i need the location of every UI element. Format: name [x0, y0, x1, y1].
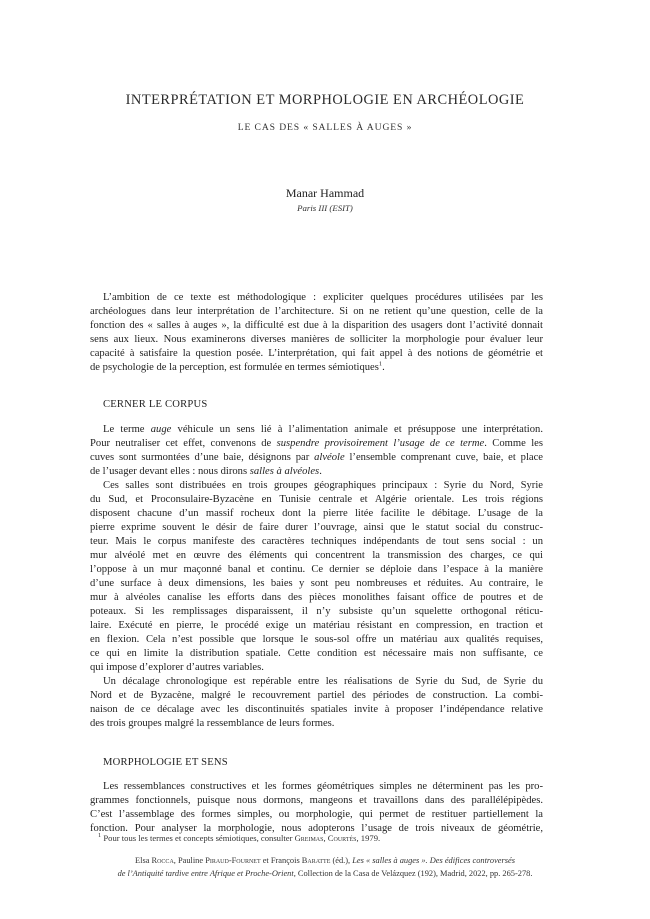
intro-line: archéologues dans leur interprétation de l’architecture. Si on ne retient qu’une question, celle de la [90, 306, 543, 317]
body-line: grammes fonctionnels, puisque nous dormons, mangeons et travaillons dans des parallélépipèdes. [90, 795, 543, 806]
publication-reference: de l’Antiquité tardive entre Afrique et Proche-Orient, Collection de la Casa de Velázquez (192), Madrid, 2022, pp. 265-278. [117, 869, 533, 878]
body-line: Pour neutraliser cet effet, convenons de suspendre provisoirement l’usage de ce terme. Comme les [90, 438, 544, 449]
intro-line: de psychologie de la perception, est formulée en termes sémiotiques$^1$. [90, 360, 385, 373]
body-line: qui impose d’explorer d’autres variables. [90, 662, 264, 673]
body-line: Un décalage chronologique est repérable entre les réalisations de Syrie du Sud, de Syrie du [103, 676, 543, 687]
body-line: fonction. Pour analyser la morphologie, nous adopterons l’usage de trois niveaux de géométrie, [90, 823, 543, 834]
body-line: en flexion. Cela n’est possible que lorsque le sous-sol offre un matériau aux qualités requises, [90, 634, 543, 645]
body-line: Les ressemblances constructives et les formes géométriques simples ne déterminent pas les pro- [103, 781, 543, 792]
intro-line: L’ambition de ce texte est méthodologique : expliciter quelques procédures utilisées par les [103, 292, 543, 303]
body-line: Ces salles sont distribuées en trois groupes géographiques principaux : Syrie du Nord, Syrie [103, 480, 543, 491]
footnote-number: 1 [98, 832, 102, 840]
body-line: C’est l’assemblage des formes simples, ou morphologie, qui permet de restituer partiellement la [90, 809, 543, 820]
body-line: Le terme auge véhicule un sens lié à l’alimentation animale et présuppose une interprétation. [103, 424, 543, 435]
section-heading: MORPHOLOGIE ET SENS [103, 757, 228, 768]
section-heading: CERNER LE CORPUS [103, 399, 208, 410]
body-line: mur à alvéoles canalise les efforts dans des pièces monolithes faisant office de poutres et de [90, 592, 543, 603]
intro-line: sens aux lieux. Nous examinerons diverses manières de solliciter la morphologie pour évaluer leur [90, 334, 543, 345]
intro-line: fonction des « salles à auges », la difficulté est due à la disparition des usagers dont l’activité donnait [90, 320, 543, 331]
footnote-marker[interactable]: 1 [378, 360, 383, 368]
body-line: de l’usager devant elles : nous dirons salles à alvéoles. [90, 466, 322, 477]
body-line: des trois groupes malgré la ressemblance de leurs formes. [90, 718, 335, 729]
body-line: l’oppose à un mur maçonné banal et continu. Ce dernier se déploie dans l’espace à la manière [90, 564, 543, 575]
body-line: ce qui en limite la distribution spatiale. Cette condition est nécessaire mais non suffisante, ce [90, 648, 543, 659]
author-affiliation: Paris III (ESIT) [297, 203, 353, 213]
intro-line: capacité à satisfaire la question posée. L’interprétation, qui fait appel à des notions de géométrie et [90, 348, 543, 359]
article-subtitle: LE CAS DES « SALLES À AUGES » [237, 122, 413, 133]
body-line: laire. Exécuté en pierre, le procédé exige un matériau résistant en compression, en traction et [90, 620, 543, 631]
article-title: INTERPRÉTATION ET MORPHOLOGIE EN ARCHÉOLOGIE [125, 92, 525, 108]
author-name: Manar Hammad [285, 186, 365, 200]
body-line: cuves sont surmontées d’une baie, désignons par alvéole l’ensemble comprenant cuve, baie, et place [90, 452, 543, 463]
publication-reference: Elsa Rocca, Pauline Piraud-Fournet et François Baratte (éd.), Les « salles à auges ». Des édifices controversés [135, 856, 515, 865]
body-line: naison de ce décalage avec les discontinuités spatiales invite à proposer l’indépendance relative [90, 704, 543, 715]
body-line: disposent chacune d’un massif rocheux dont la pierre litée facilite le débitage. L’usage de la [90, 508, 543, 519]
body-line: d’une surface à deux dimensions, les baies y sont peu nombreuses et réduites. Au contraire, le [90, 578, 543, 589]
body-line: pierre exprime souvent le désir de faire durer l’ouvrage, ainsi que le statut social du construc- [90, 522, 543, 533]
body-line: mur alvéolé met en œuvre des éléments qui concentrent la transmission des charges, ce qui [90, 550, 543, 561]
body-line: teur. Mais le corpus manifeste des caractères techniques indépendants de tout sens social : un [90, 536, 543, 547]
body-line: poteaux. Si les remplissages disparaissent, il n’y subsiste qu’un squelette orthogonal réticu- [90, 606, 543, 617]
footnote: $^1$ Pour tous les termes et concepts sémiotiques, consulter Greimas, Courtés, 1979. [98, 832, 381, 843]
body-line: du Sud, et Proconsulaire-Byzacène en Tunisie centrale et Algérie orientale. Les trois régions [90, 494, 543, 505]
body-line: Nord et de Byzacène, malgré le recouvrement partiel des périodes de construction. La combi- [90, 690, 543, 701]
